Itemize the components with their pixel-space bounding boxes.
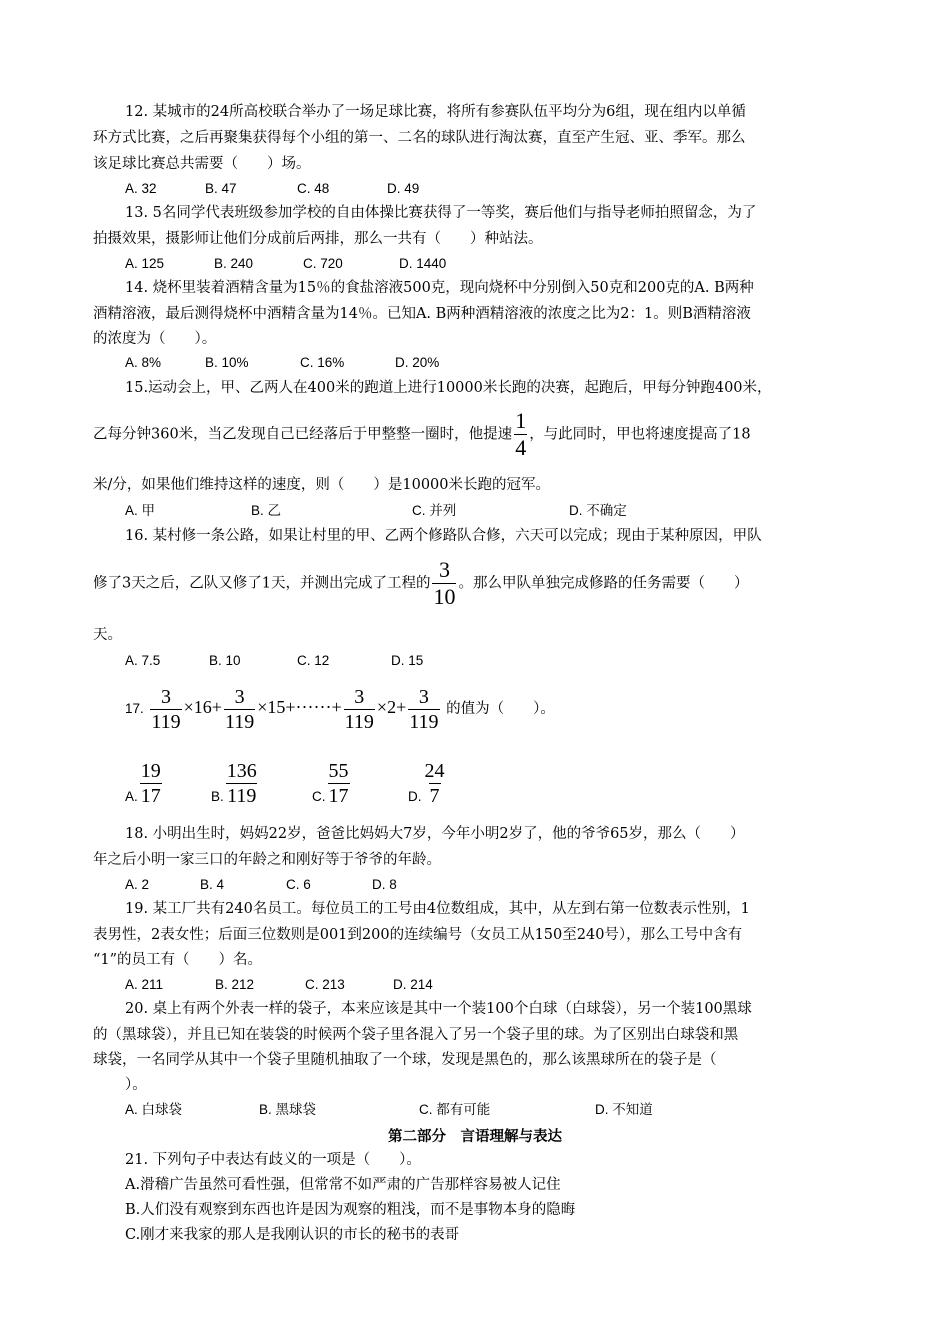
q16-option-b: B. 10 <box>209 653 241 668</box>
q14-option-b: B. 10% <box>205 355 249 370</box>
q17-number: 17. <box>125 701 144 716</box>
q17-option-a: A. $\frac{19}{17}$ <box>125 759 161 807</box>
q17-term-3: ×2+ <box>376 697 407 717</box>
q20-option-c: C. 都有可能 <box>419 1102 491 1117</box>
q13-line2: 拍摄效果，摄影师让他们分成前后两排，那么一共有（ ）种站法。 <box>93 231 543 247</box>
q15-fraction: $\frac{1}{4}$ <box>515 408 527 460</box>
q20-line2: 的（黑球袋），并且已知在装袋的时候两个袋子里各混入了另一个袋子里的球。为了区别出白球袋和黑 <box>93 1027 739 1043</box>
q19-option-c: C. 213 <box>305 977 345 992</box>
q18-line1: 18. 小明出生时，妈妈22岁，爸爸比妈妈大7岁，今年小明2岁了，他的爷爷65岁，那么（ ） <box>125 826 745 842</box>
section-heading: 第二部分 言语理解与表达 <box>388 1128 562 1145</box>
q13-option-a: A. 125 <box>125 256 165 271</box>
q14-option-d: D. 20% <box>395 355 440 370</box>
q12-option-a: A. 32 <box>125 181 157 196</box>
q12-option-c: C. 48 <box>297 181 330 196</box>
q16-fraction: $\frac{3}{10}$ <box>433 557 456 609</box>
q14-option-a: A. 8% <box>125 355 162 370</box>
q17-expression <box>125 682 555 734</box>
q17-option-b: B. $\frac{136}{119}$ <box>211 759 257 807</box>
q18-line2: 年之后小明一家三口的年龄之和刚好等于爷爷的年龄。 <box>93 852 441 868</box>
q12-option-d: D. 49 <box>387 181 420 196</box>
q20-option-b: B. 黑球袋 <box>259 1102 317 1117</box>
q14-line1: 14. 烧杯里装着酒精含量为15％的食盐溶液500克，现向烧杯中分别倒入50克和200克的A. B两种 <box>125 280 754 296</box>
q15-option-c: C. 并列 <box>412 503 457 518</box>
q13-line1: 13. 5名同学代表班级参加学校的自由体操比赛获得了一等奖，赛后他们与指导老师拍照留念，为了 <box>125 205 757 221</box>
q16-line3: 天。 <box>93 627 122 643</box>
q21-option-b: B.人们没有观察到东西也许是因为观察的粗浅，而不是事物本身的隐晦 <box>125 1202 576 1218</box>
q21-option-a: A.滑稽广告虽然可看性强，但常常不如严肃的广告那样容易被人记住 <box>125 1177 561 1193</box>
q14-line3: 的浓度为（ ）。 <box>93 331 217 347</box>
q19-line2: 表男性，2表女性；后面三位数则是001到200的连续编号（女员工从150至240号），那么工号中含有 <box>93 927 743 943</box>
q18-option-c: C. 6 <box>286 877 311 892</box>
q17-term-1: ×16+ <box>183 697 222 717</box>
q19-line3: “1”的员工有（ ）名。 <box>93 952 263 968</box>
q21-line1: 21. 下列句子中表达有歧义的一项是（ ）。 <box>125 1152 421 1168</box>
q17-fraction-1: $\frac{3}{119}$ <box>151 685 181 733</box>
q17-option-c: C. $\frac{55}{17}$ <box>312 759 349 807</box>
q16-line1: 16. 某村修一条公路，如果让村里的甲、乙两个修路队合修，六天可以完成；现由于某种原因，甲队 <box>125 528 762 544</box>
q19-line1: 19. 某工厂共有240名员工。每位员工的工号由4位数组成，其中，从左到右第一位数表示性别，1 <box>125 901 750 917</box>
q17-term-2: ×15+······+ <box>257 697 342 717</box>
q17-fraction-3: $\frac{3}{119}$ <box>344 685 374 733</box>
q16-line2-end: 。那么甲队单独完成修路的任务需要（ ） <box>458 575 749 592</box>
q13-option-c: C. 720 <box>303 256 343 271</box>
q19-option-d: D. 214 <box>393 977 433 992</box>
q14-option-c: C. 16% <box>300 355 345 370</box>
q16-option-c: C. 12 <box>297 653 330 668</box>
q15-line2-start: 乙每分钟360米，当乙发现自己已经落后于甲整整一圈时，他提速 <box>93 426 513 443</box>
q20-option-a: A. 白球袋 <box>125 1102 183 1117</box>
q16-line2 <box>93 559 748 608</box>
q17-fraction-2: $\frac{3}{119}$ <box>224 685 255 733</box>
q18-option-a: A. 2 <box>125 877 150 892</box>
q16-line2-start: 修了3天之后，乙队又修了1天，并测出完成了工程的 <box>93 575 431 592</box>
q15-line2 <box>93 410 751 459</box>
q13-option-b: B. 240 <box>214 256 254 271</box>
q15-line2-end: ，与此同时，甲也将速度提高了18 <box>529 426 751 443</box>
q17-option-d: D. $\frac{24}{7}$ <box>408 759 445 807</box>
q12-option-b: B. 47 <box>205 181 237 196</box>
q18-option-b: B. 4 <box>200 877 225 892</box>
q19-option-a: A. 211 <box>125 977 164 992</box>
q12-line3: 该足球比赛总共需要（ ）场。 <box>93 156 311 172</box>
q16-option-a: A. 7.5 <box>125 653 161 668</box>
q13-option-d: D. 1440 <box>399 256 447 271</box>
q20-option-d: D. 不知道 <box>595 1102 653 1117</box>
q14-line2: 酒精溶液，最后测得烧杯中酒精含量为14％。已知A. B两种酒精溶液的浓度之比为2：1。则B酒精溶液 <box>93 306 751 322</box>
q15-line3: 米/分，如果他们维持这样的速度，则（ ）是10000米长跑的冠军。 <box>93 477 551 493</box>
q21-option-c: C.刚才来我家的那人是我刚认识的市长的秘书的表哥 <box>125 1227 460 1243</box>
q20-line3: 球袋，一名同学从其中一个袋子里随机抽取了一个球，发现是黑色的，那么该黑球所在的袋子是（ <box>93 1052 717 1068</box>
q17-tail: 的值为（ ）。 <box>446 701 555 717</box>
q12-line2: 环方式比赛，之后再聚集获得每个小组的第一、二名的球队进行淘汰赛，直至产生冠、亚、季军。那么 <box>93 130 746 146</box>
q17-fraction-4: $\frac{3}{119}$ <box>409 685 439 733</box>
q18-option-d: D. 8 <box>372 877 397 892</box>
q19-option-b: B. 212 <box>215 977 255 992</box>
q16-option-d: D. 15 <box>391 653 424 668</box>
q20-line1: 20. 桌上有两个外表一样的袋子，本来应该是其中一个装100个白球（白球袋），另一个装100黑球 <box>125 1001 752 1017</box>
q15-option-b: B. 乙 <box>251 503 282 518</box>
q15-option-d: D. 不确定 <box>569 503 627 518</box>
q15-line1: 15.运动会上，甲、乙两人在400米的跑道上进行10000米长跑的决赛，起跑后，甲每分钟跑400米， <box>125 380 772 396</box>
q15-option-a: A. 甲 <box>125 503 156 518</box>
q20-line4: ）。 <box>125 1077 147 1093</box>
q12-line1: 12. 某城市的24所高校联合举办了一场足球比赛，将所有参赛队伍平均分为6组，现在组内以单循 <box>125 104 746 120</box>
